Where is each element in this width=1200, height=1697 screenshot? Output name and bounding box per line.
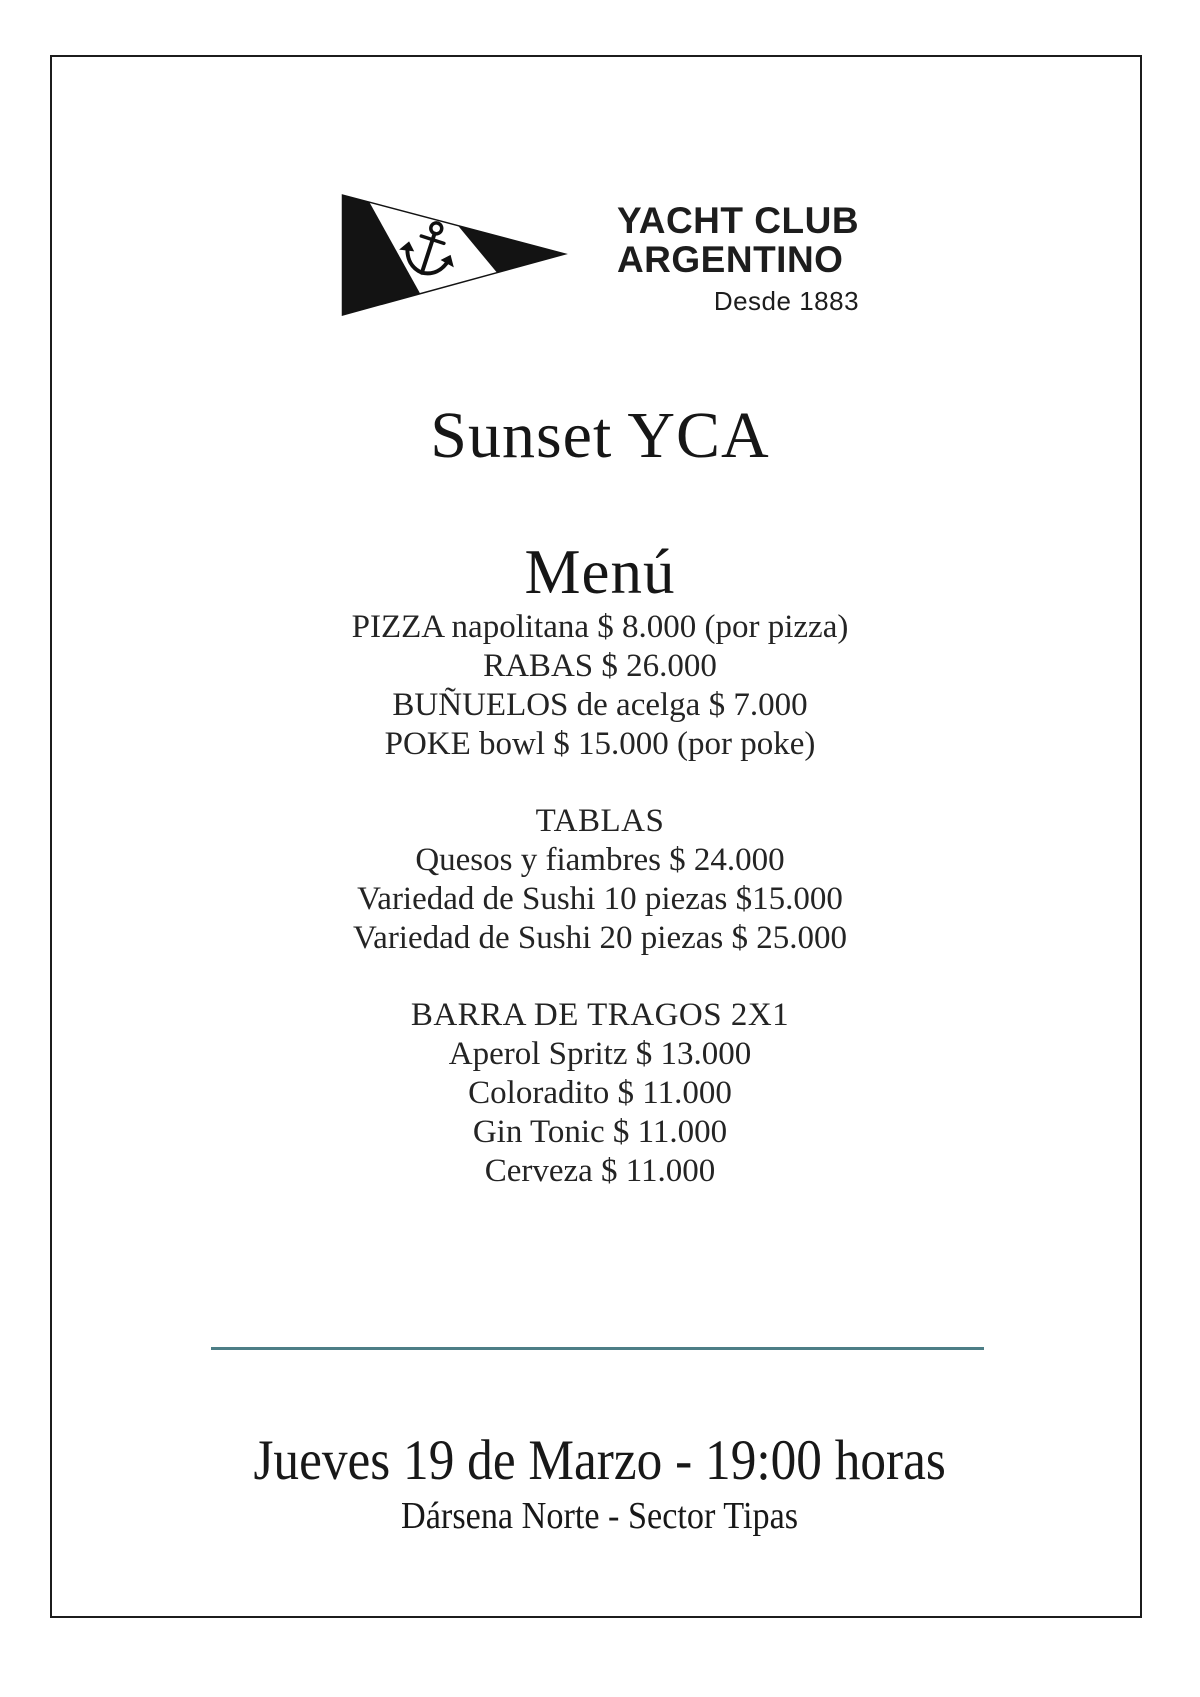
section-header-barra-de-tragos: BARRA DE TRAGOS 2X1: [410, 997, 790, 1033]
menu-item-bunuelos: BUÑUELOS de acelga $ 7.000: [392, 687, 808, 723]
club-name-line1: YACHT CLUB: [616, 200, 860, 241]
menu-item-cerveza: Cerveza $ 11.000: [484, 1153, 716, 1189]
section-gap: [0, 958, 1200, 996]
menu-item-gin-tonic: Gin Tonic $ 11.000: [472, 1114, 728, 1150]
club-name-block: [617, 201, 859, 321]
section-header-tablas: TABLAS: [535, 803, 665, 839]
event-date-line: [0, 1430, 1200, 1493]
divider-line: [211, 1347, 984, 1350]
event-date-text: Jueves 19 de Marzo - 19:00 horas: [253, 1429, 947, 1492]
menu-item-aperol: Aperol Spritz $ 13.000: [448, 1036, 752, 1072]
club-tagline: Desde 1883: [713, 286, 860, 316]
menu-heading: Menú: [524, 537, 676, 607]
menu-item-sushi-10: Variedad de Sushi 10 piezas $15.000: [357, 881, 843, 917]
page-title: Sunset YCA: [430, 399, 770, 472]
menu-item-sushi-20: Variedad de Sushi 20 piezas $ 25.000: [353, 920, 847, 956]
club-logo: [0, 193, 1200, 321]
menu-item-quesos: Quesos y fiambres $ 24.000: [415, 842, 785, 878]
event-location-line: [0, 1496, 1200, 1538]
burgee-flag-icon: [341, 193, 569, 319]
club-name-line2: ARGENTINO: [616, 239, 844, 280]
menu-item-poke: POKE bowl $ 15.000 (por poke): [384, 726, 816, 762]
menu-item-pizza: PIZZA napolitana $ 8.000 (por pizza): [351, 609, 849, 645]
event-location-text: Dársena Norte - Sector Tipas: [401, 1495, 799, 1537]
menu-item-rabas: RABAS $ 26.000: [483, 648, 717, 684]
menu-list: [0, 608, 1200, 1191]
section-gap: [0, 764, 1200, 802]
menu-item-coloradito: Coloradito $ 11.000: [468, 1075, 732, 1111]
